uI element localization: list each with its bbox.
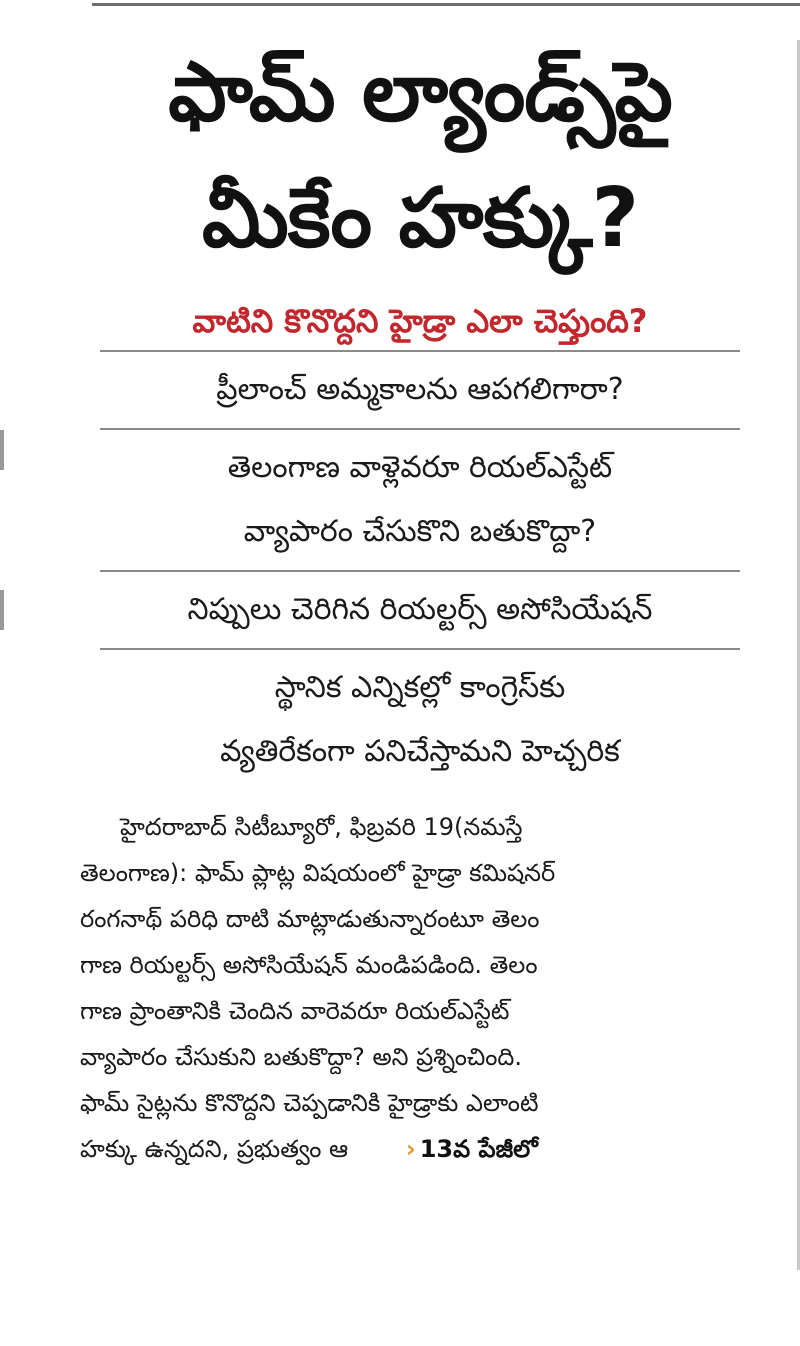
margin-mark — [0, 430, 4, 470]
deck-item — [80, 572, 760, 648]
top-rule — [92, 3, 800, 6]
body-line: వ్యాపారం చేసుకుని బతుకొద్దా? అని ప్రశ్నించింది. — [80, 1043, 522, 1071]
deck-line: స్థానిక ఎన్నికల్లో కాంగ్రెస్‌కు — [274, 670, 566, 705]
headline-line-1: ఫామ్ ల్యాండ్స్‌పై — [168, 45, 672, 140]
article-body — [80, 804, 760, 1172]
article — [80, 30, 760, 1172]
deck-line: వ్యాపారం చేసుకొని బతుకొద్దా? — [243, 514, 597, 549]
deck-item — [80, 352, 760, 428]
body-line: గాణ రియల్టర్స్ అసోసియేషన్ మండిపడింది. తెలం — [80, 951, 538, 979]
body-line: తెలంగాణ): ఫామ్ ప్లాట్ల విషయంలో హైడ్రా కమిషనర్ — [80, 859, 556, 887]
body-last-text: హక్కు ఉన్నదని, ప్రభుత్వం ఆ — [80, 1135, 349, 1163]
body-line: గాణ ప్రాంతానికి చెందిన వారెవరూ రియల్‌ఎస్టేట్ — [80, 997, 510, 1025]
body-line: హైదరాబాద్ సిటీబ్యూరో, ఫిబ్రవరి 19(నమస్తే — [120, 813, 523, 841]
headline-line-2: మీకేం హక్కు? — [201, 171, 639, 266]
deck-item — [80, 650, 760, 790]
continued-on-page — [406, 1126, 538, 1172]
deck-item — [80, 430, 760, 570]
deck-line: నిప్పులు చెరిగిన రియల్టర్స్ అసోసియేషన్ — [187, 592, 653, 627]
body-line: ఫామ్ సైట్లను కొనొద్దని చెప్పడానికి హైడ్రాకు ఎలాంటి — [80, 1089, 539, 1117]
body-line: రంగనాథ్ పరిధి దాటి మాట్లాడుతున్నారంటూ తెలం — [80, 905, 540, 933]
margin-mark — [0, 590, 4, 630]
body-line-last — [80, 1126, 760, 1172]
arrow-right-icon: › — [405, 1135, 416, 1163]
deck-line: వ్యతిరేకంగా పనిచేస్తామని హెచ్చరిక — [220, 734, 620, 769]
subheadline: వాటిని కొనొద్దని హైడ్రా ఎలా చెప్తుంది? — [192, 302, 648, 340]
deck-line: తెలంగాణ వాళ్లెవరూ రియల్‌ఎస్టేట్ — [227, 450, 613, 485]
deck-line: ప్రీలాంచ్ అమ్మకాలను ఆపగలిగారా? — [216, 372, 624, 407]
headline — [80, 30, 760, 282]
continued-label: 13వ పేజీలో — [419, 1135, 538, 1163]
